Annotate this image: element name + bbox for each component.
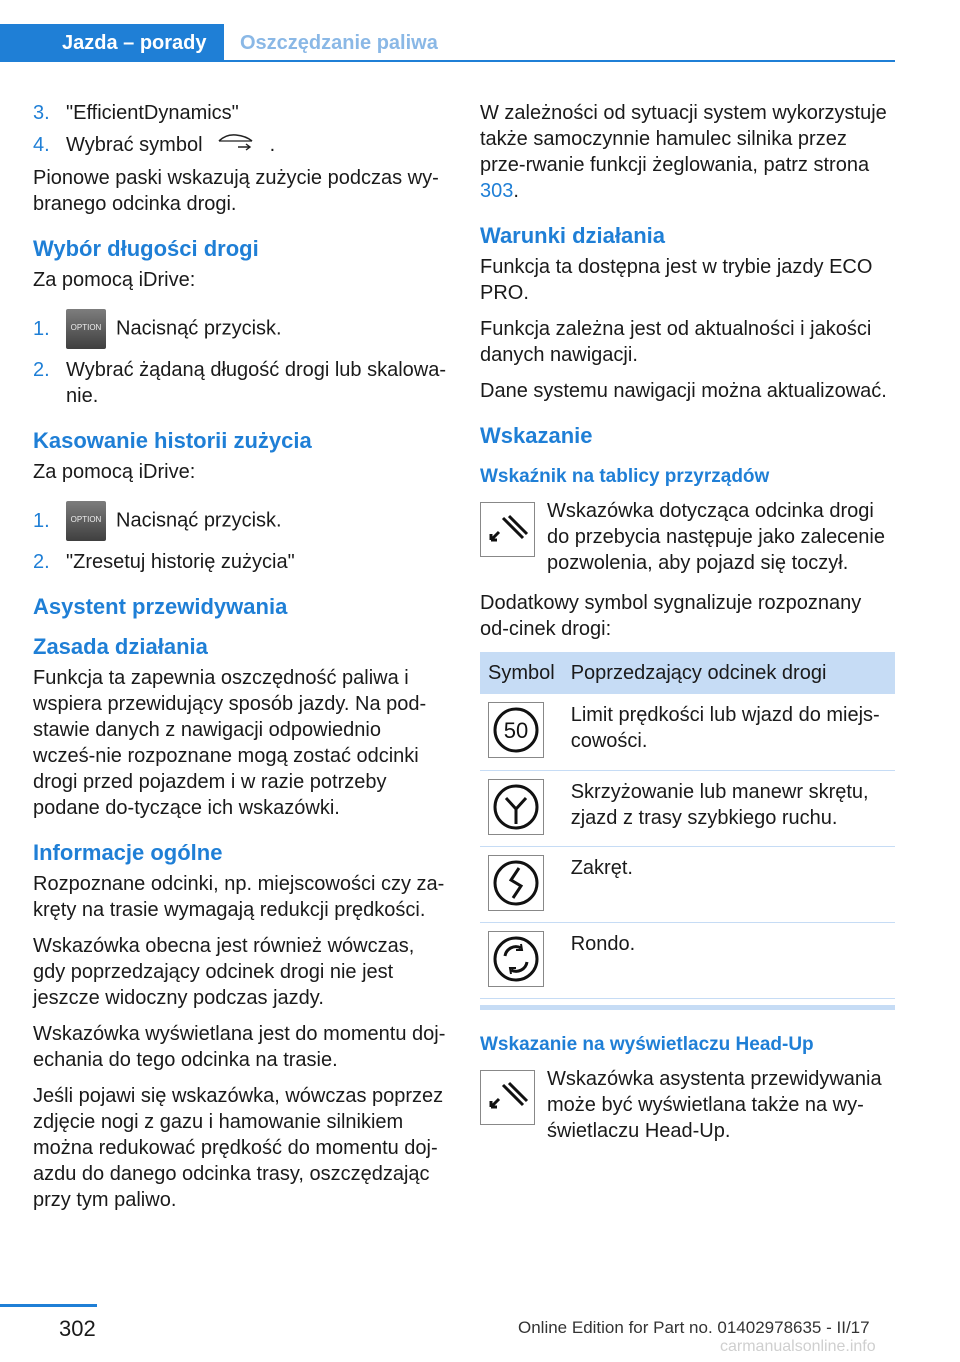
list-text: "EfficientDynamics" <box>66 102 239 124</box>
heading-kasowanie: Kasowanie historii zużycia <box>33 428 312 454</box>
watermark: carmanualsonline.info <box>720 1338 876 1355</box>
section-tab-active[interactable]: Jazda – porady <box>0 24 224 62</box>
icon-paragraph <box>480 1066 895 1144</box>
table-cell: Skrzyżowanie lub manewr skrętu, zjazd z trasy szybkiego ruchu. <box>563 770 895 846</box>
list-text-suffix: . <box>269 134 276 156</box>
car-coasting-icon <box>216 132 256 159</box>
page-header <box>0 0 895 62</box>
table-row <box>480 846 895 922</box>
symbol-table <box>480 652 895 999</box>
paragraph: Za pomocą iDrive: <box>33 269 196 292</box>
heading-zasada: Zasada działania <box>33 634 208 660</box>
section-tab-inactive[interactable]: Oszczędzanie paliwa <box>240 32 438 54</box>
icon-paragraph <box>480 498 895 576</box>
list-text: Wybrać symbol <box>66 134 203 156</box>
list-number: 3. <box>33 102 50 124</box>
left-column <box>33 100 448 1223</box>
list-text: Nacisnąć przycisk. <box>116 509 282 532</box>
paragraph: Funkcja zależna jest od aktualności i jakości danych nawigacji. <box>480 318 872 366</box>
list-number: 2. <box>33 359 50 382</box>
list-item <box>33 549 448 575</box>
paragraph: Wskazówka asystenta przewidywania może być wyświetlana także na wy-świetlaczu Head-Up. <box>547 1067 882 1142</box>
paragraph: Dane systemu nawigacji można aktualizować. <box>480 380 887 402</box>
table-row <box>480 694 895 770</box>
speed-limit-text: 50 <box>503 718 529 743</box>
list-text: "Zresetuj historię zużycia" <box>66 551 295 574</box>
list-item <box>33 132 448 159</box>
heading-warunki: Warunki działania <box>480 223 666 248</box>
page-number: 302 <box>59 1316 96 1341</box>
paragraph <box>480 100 895 204</box>
table-cell: Zakręt. <box>563 846 895 922</box>
heading-tablica: Wskaźnik na tablicy przyrządów <box>480 466 770 487</box>
heading-hud: Wskazanie na wyświetlaczu Head-Up <box>480 1033 814 1055</box>
curve-icon <box>488 855 544 911</box>
paragraph: Rozpoznane odcinki, np. miejscowości czy za-kręty na trasie wymagają redukcji prędkości. <box>33 873 445 922</box>
heading-wybor: Wybór długości drogi <box>33 236 259 262</box>
paragraph: Za pomocą iDrive: <box>33 461 196 484</box>
paragraph: Dodatkowy symbol sygnalizuje rozpoznany od-cinek drogi: <box>480 592 862 640</box>
table-header: Poprzedzający odcinek drogi <box>563 652 895 694</box>
list-number: 4. <box>33 134 50 156</box>
list-text: Wybrać żądaną długość drogi lub skalowa-nie. <box>66 359 447 408</box>
list-item <box>33 357 448 409</box>
paragraph: Wskazówka wyświetlana jest do momentu doj-echania do tego odcinka na trasie. <box>33 1023 446 1072</box>
list-item <box>33 307 448 351</box>
paragraph: Funkcja ta zapewnia oszczędność paliwa i wspiera przewidujący sposób jazdy. Na pod-stawie danych z nawigacji odpowiednio wcześ-nie rozpoznane mogą zostać odcinki drogi przed pojazdem i w razie potrzeby podane do-tyczące ich wskazówki. <box>33 667 427 820</box>
speed-limit-50-icon <box>488 702 544 758</box>
table-row <box>480 770 895 846</box>
page-link[interactable]: 303 <box>480 180 514 202</box>
paragraph: Wskazówka obecna jest również wówczas, gdy poprzedzający odcinek drogi nie jest jeszcze widoczny podczas jazdy. <box>33 935 415 1010</box>
junction-icon <box>488 779 544 835</box>
footer-divider <box>0 1304 97 1307</box>
list-number: 2. <box>33 551 50 574</box>
heading-info: Informacje ogólne <box>33 840 223 866</box>
roundabout-icon <box>488 931 544 987</box>
table-end-rule <box>480 1005 895 1010</box>
list-item <box>33 100 448 126</box>
edition-text: Online Edition for Part no. 01402978635 - II/17 <box>518 1318 870 1337</box>
list-number: 1. <box>33 318 50 341</box>
paragraph: Pionowe paski wskazują zużycie podczas wy-branego odcinka drogi. <box>33 167 439 216</box>
heading-wskazanie: Wskazanie <box>480 423 593 448</box>
paragraph: Wskazówka dotycząca odcinka drogi do przebycia następuje jako zalecenie pozwolenia, aby pojazd się toczył. <box>547 500 885 574</box>
right-column <box>480 100 895 1158</box>
paragraph-text: W zależności od sytuacji system wykorzystuje także samoczynnie hamulec silnika przez prze-rwanie funkcji żeglowania, patrz strona <box>480 102 887 176</box>
list-item <box>33 499 448 543</box>
paragraph-text: . <box>513 180 519 202</box>
table-header: Symbol <box>480 652 563 694</box>
table-row <box>480 922 895 998</box>
heading-asystent: Asystent przewidywania <box>33 594 288 620</box>
header-divider <box>0 60 895 62</box>
table-cell: Rondo. <box>563 922 895 998</box>
table-header-row <box>480 652 895 694</box>
list-text: Nacisnąć przycisk. <box>116 317 282 340</box>
paragraph: Funkcja ta dostępna jest w trybie jazdy ECO PRO. <box>480 256 873 304</box>
option-button-icon: OPTION <box>66 501 106 541</box>
coasting-hint-icon <box>480 502 535 557</box>
option-button-icon: OPTION <box>66 309 106 349</box>
list-number: 1. <box>33 510 50 533</box>
table-cell: Limit prędkości lub wjazd do miejs-cowości. <box>563 694 895 770</box>
coasting-hint-icon <box>480 1070 535 1125</box>
paragraph: Jeśli pojawi się wskazówka, wówczas poprzez zdjęcie nogi z gazu i hamowanie silnikiem można redukować prędkość do momentu doj-azdu do danego odcinka trasy, oszczędzając przy tym paliwo. <box>33 1085 444 1212</box>
